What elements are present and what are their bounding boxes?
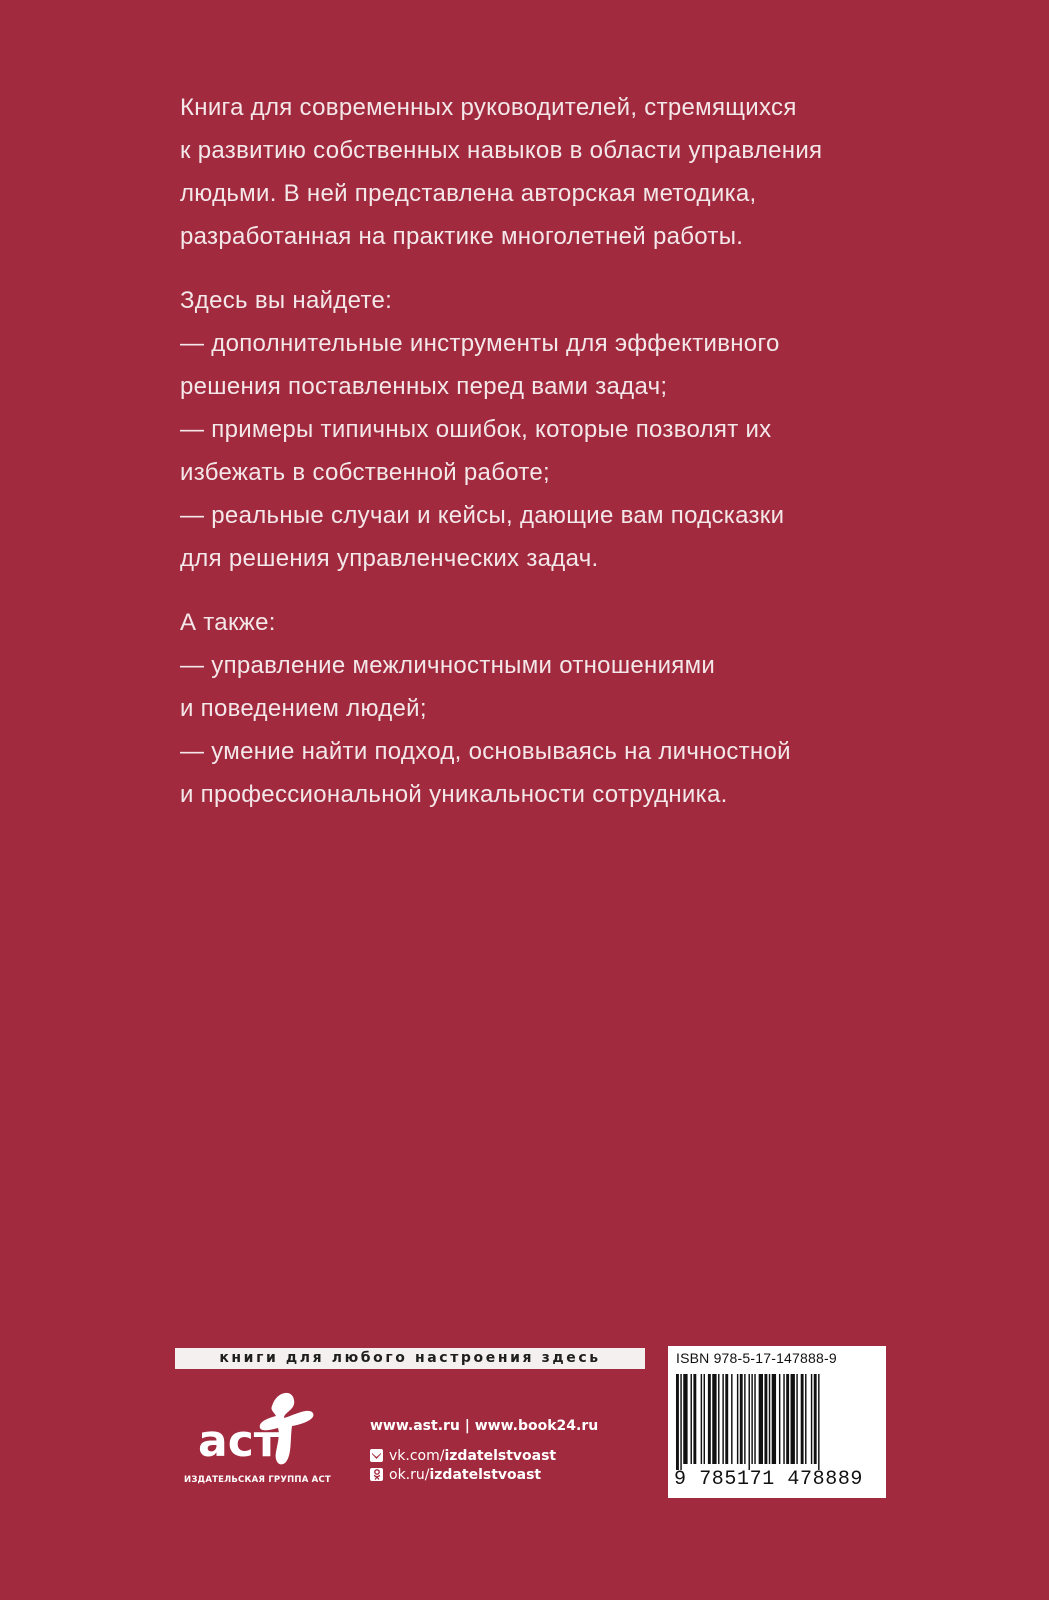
text-line: решения поставленных перед вами задач; [180,373,668,400]
text-line: А также: [180,609,276,636]
text-line: — примеры типичных ошибок, которые позволят их [180,416,772,443]
text-line: разработанная на практике многолетней работы. [180,223,744,250]
barcode-icon [676,1374,878,1470]
text-line: и поведением людей; [180,695,427,722]
description-benefits [180,279,900,580]
text-line: и профессиональной уникальности сотрудника. [180,781,728,808]
vk-icon [370,1449,383,1462]
ok-handle: izdatelstvoast [429,1466,542,1483]
ast-logo-icon [180,1378,350,1478]
book-description [180,86,900,837]
ok-link[interactable] [370,1465,650,1484]
text-line: для решения управленческих задач. [180,545,599,572]
slogan-bar: книги для любого настроения здесь [175,1348,645,1369]
publisher-caption: ИЗДАТЕЛЬСКАЯ ГРУППА АСТ [184,1475,331,1485]
vk-link[interactable] [370,1446,650,1465]
isbn-number: ISBN 978-5-17-147888-9 [676,1350,837,1366]
text-line: — управление межличностными отношениями [180,652,716,679]
text-line: Книга для современных руководителей, стремящихся [180,94,797,121]
description-also [180,601,900,816]
text-line: к развитию собственных навыков в области управления [180,137,823,164]
text-line: — реальные случаи и кейсы, дающие вам подсказки [180,502,785,529]
barcode-digits: 9 785171 478889 [674,1468,864,1491]
publisher-links [370,1418,650,1484]
vk-handle: izdatelstvoast [444,1447,557,1464]
ok-icon [370,1468,383,1481]
text-line: — дополнительные инструменты для эффективного [180,330,780,357]
website-links[interactable]: www.ast.ru | www.book24.ru [370,1418,599,1434]
text-line: — умение найти подход, основываясь на личностной [180,738,791,765]
description-intro [180,86,900,258]
text-line: людьми. В ней представлена авторская методика, [180,180,757,207]
text-line: избежать в собственной работе; [180,459,550,486]
isbn-barcode-box [668,1346,886,1498]
text-line: Здесь вы найдете: [180,287,393,314]
vk-prefix: vk.com/ [389,1447,445,1464]
ok-prefix: ok.ru/ [389,1466,430,1483]
logo-wordmark: аст [198,1416,280,1467]
